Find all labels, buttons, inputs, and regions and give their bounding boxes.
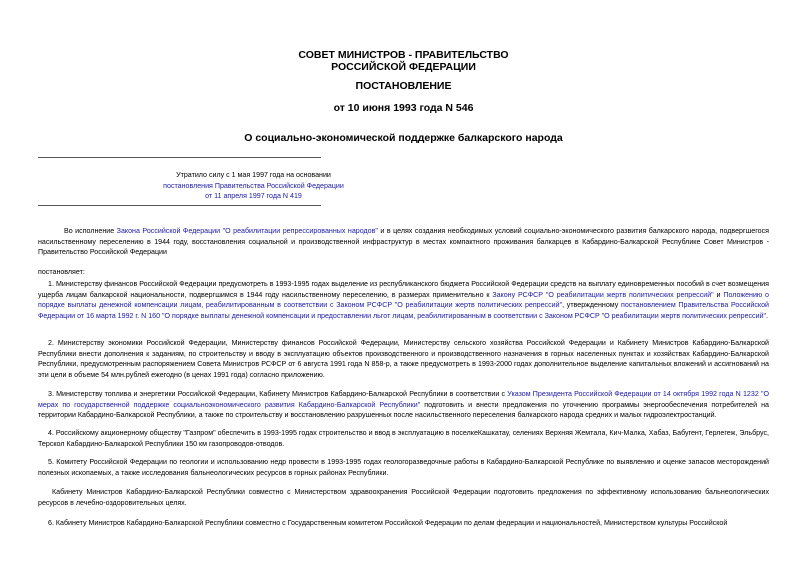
p1-text-a: 1. Министерству финансов Российской Федерации предусмотреть в 1993-1995 годах выделение из республиканского бюджета Российской Федерации средств на выплату единовременных пособий в счет возмещения ущерба лицам балкарской национальности, подвергшимся в 1944 году насильственному переселению, в размерах применительно к bbox=[38, 280, 769, 299]
preamble-text-b: и в целях создания необходимых условий социально-экономического развития балкарского народа, подвергшегося насильственному переселению в 1944 году, восстановления социальной и производственной инфраструктур в местах компактного проживания балкарцев в Кабардино-Балкарской Республике Совет Министров - Правительство Российской Федерации bbox=[38, 227, 769, 257]
doc-date-number: от 10 июня 1993 года N 546 bbox=[333, 102, 474, 114]
paragraph-3 bbox=[38, 389, 769, 421]
paragraph-4: 4. Российскому акционерному обществу "Газпром" обеспечить в 1993-1995 годах строительство и ввод в эксплуатацию в поселкеКашкатау, селениях Верхняя Жемтала, Кич-Малка, Хабаз, Бабугент, Герлегеж, Эльбрус, Терскол Кабардино-Балкарской Республики 150 км газопроводов-отводов. bbox=[38, 429, 769, 448]
paragraph-5b: Кабинету Министров Кабардино-Балкарской Республики совместно с Министерством здравоохранения Российской Федерации подготовить предложения по эффективному использованию бальнеологических ресурсов в лечебно-оздоровительных целях. bbox=[38, 488, 769, 507]
compensation-regulation-link[interactable]: Положению о порядке выплаты денежной компенсации лицам, реабилитированным в соответствии с Законом РСФСР "О реабилитации жертв политических репрессий" bbox=[38, 290, 770, 310]
p3-text-a: 3. Министерству топлива и энергетики Российской Федерации, Кабинету Министров Кабардино-Балкарской Республики в соответствии с bbox=[48, 390, 508, 398]
repeal-line-1: Утратило силу с 1 мая 1997 года на основании bbox=[176, 171, 331, 179]
paragraph-5: 5. Комитету Российской Федерации по геологии и использованию недр провести в 1993-1995 годах геологоразведочные работы в Кабардино-Балкарской Республике по выявлению и оценке запасов месторождений полезных ископаемых, а также исследования бальнеологических ресурсов в горных районах Республики. bbox=[38, 458, 769, 477]
repeal-note bbox=[38, 170, 469, 202]
repeal-link-2[interactable]: от 11 апреля 1997 года N 419 bbox=[205, 192, 302, 201]
paragraph-1 bbox=[38, 279, 769, 321]
p1-text-c: , утвержденному bbox=[562, 301, 621, 310]
preamble-text-a: Во исполнение bbox=[64, 227, 117, 235]
government-decree-160-link[interactable]: постановлением Правительства Российской Федерации от 16 марта 1992 г. N 160 "О порядке выплаты денежной компенсации и предоставлении льгот лицам, реабилитированным в соответствии с Законом РСФСР "О реабилитации жертв политических репрессий" bbox=[38, 301, 770, 320]
law-repressed-peoples-link[interactable]: Закона Российской Федерации "О реабилитации репрессированных народов" bbox=[116, 227, 378, 235]
p1-text-b: и bbox=[713, 290, 724, 299]
divider-bottom bbox=[38, 205, 321, 206]
p3-text-b: подготовить и внести предложения по уточнению программы энергообеспечения потребителей на территории Кабардино-Балкарской Республики, а также по строительству и восстановлению разрушенных после насильственного переселения балкарского народа средних и малых гидроэлектростанций. bbox=[38, 400, 769, 420]
header-line-2: РОССИЙСКОЙ ФЕДЕРАЦИИ bbox=[331, 61, 476, 73]
presidential-decree-1232-link[interactable]: Указом Президента Российской Федерации от 14 октября 1992 года N 1232 "О мерах по государственной поддержке социальноэкономического развития Кабардино-Балкарской Республики" bbox=[38, 390, 770, 409]
header-authority bbox=[0, 49, 807, 73]
paragraph-2: 2. Министерству экономики Российской Федерации, Министерству финансов Российской Федерации, Министерству сельского хозяйства Российской Федерации и Кабинету Министров Кабардино-Балкарской Республики внести дополнения к заданиям, по строительству и вводу в эксплуатацию объектов производственного и производственного назначения в горных населенных пунктах и хозяйствах Кабардино-Балкарской Республики, предусмотренным распоряжением Совета Министров РСФСР от 6 августа 1991 года N 858-р, а также предусмотреть в 1993-2000 годах дополнительное выделение капитальных вложений и ассигнований на эти цели в объеме 54 млн.рублей ежегодно (в ценах 1991 года) согласно приложению. bbox=[38, 339, 769, 379]
doc-title: О социально-экономической поддержке балкарского народа bbox=[244, 132, 563, 144]
divider-top bbox=[38, 157, 321, 158]
preamble-paragraph bbox=[38, 226, 769, 258]
header-line-1: СОВЕТ МИНИСТРОВ - ПРАВИТЕЛЬСТВО bbox=[298, 49, 509, 61]
paragraph-6: 6. Кабинету Министров Кабардино-Балкарской Республики совместно с Государственным комитетом Российской Федерации по делам федерации и национальностей, Министерством культуры Российской bbox=[48, 519, 728, 527]
decree-word: постановляет: bbox=[38, 268, 85, 276]
law-political-repressions-link[interactable]: Закону РСФСР "О реабилитации жертв политических репрессий" bbox=[492, 290, 714, 299]
p1-text-d: . bbox=[766, 311, 769, 320]
doc-type: ПОСТАНОВЛЕНИЕ bbox=[355, 80, 452, 92]
repeal-link-1[interactable]: постановления Правительства Российской Федерации bbox=[163, 181, 344, 190]
